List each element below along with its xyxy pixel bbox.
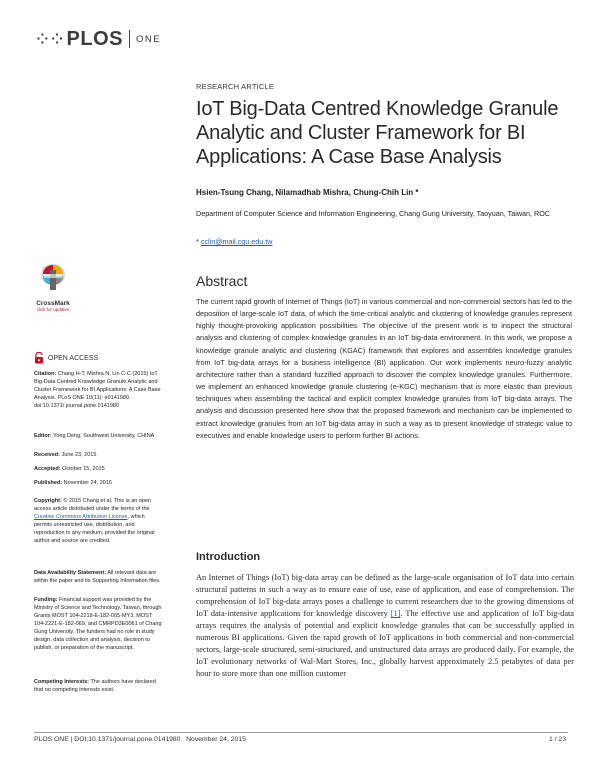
copyright-text: © 2015 Chang et al. This is an open access article distributed under the terms of the bbox=[34, 498, 152, 512]
footer-citation: PLOS ONE | DOI:10.1371/journal.pone.0141980 November 24, 2015 bbox=[34, 736, 246, 743]
correspondence-marker: * bbox=[196, 237, 199, 246]
published-label: Published: bbox=[34, 480, 63, 486]
competing-interests-block bbox=[34, 678, 162, 694]
copyright-text-end: , which permits unrestricted use, distribution, and reproduction in any medium, provided the original author and source are credited. bbox=[34, 514, 155, 544]
introduction-text-start: An Internet of Things (IoT) big-data array can be defined as the large-scale organisation of IoT data into certain structural patterns in such a way as to ensure ease of use, ease of application, and ease of comprehension. The comprehension of IoT big-data arrays poses a challenge to current researchers due to the growing dimensions of IoT data-intensive applications for knowledge discovery bbox=[196, 573, 574, 618]
footer-divider bbox=[34, 732, 568, 733]
logo-divider bbox=[129, 30, 130, 48]
plos-dots-icon: ⁘⁘ bbox=[34, 27, 64, 51]
funding-text: Financial support was provided by the Ministry of Science and Technology, Taiwan, through Grants MOST 104-2218-E-182-005-MY3, MOST 104-2221-E-182-069, and CMRPD3E0061 of Chang Gung University. The funders had no role in study design, data collection and analysis, decision to publish, or preparation of the manuscript. bbox=[34, 597, 162, 651]
brand-name: PLOS bbox=[66, 27, 123, 50]
introduction-text-end: . The effective use and application of IoT big-data arrays requires the analysis of potential and explicit knowledge granules that can be successfully applied in numerous BI applications. Given the rapid growth of IoT applications in both commercial and non-commercial sectors, large-scale structured, semi-structured, and unstructured data arrays are produced daily. For example, the IoT evolutionary networks of Wal-Mart Stores, Inc., globally harvest approximately 2.5 petabytes of data per hour to store more than one million customer bbox=[196, 609, 574, 678]
editor-block bbox=[34, 432, 162, 440]
crossmark-label: CrossMark bbox=[36, 300, 70, 307]
data-availability-block bbox=[34, 569, 162, 585]
competing-interests-label: Competing Interests: bbox=[34, 679, 90, 685]
competing-interests-text: The authors have declared that no competing interests exist. bbox=[34, 679, 156, 693]
page-number: 1 / 23 bbox=[548, 736, 566, 743]
received-date: June 23, 2015 bbox=[60, 452, 97, 458]
received-block bbox=[34, 451, 162, 459]
editor-text: Yong Deng, Southwest University, CHINA bbox=[51, 433, 155, 439]
abstract-heading: Abstract bbox=[196, 273, 248, 289]
citation-block bbox=[34, 370, 162, 410]
article-type: RESEARCH ARTICLE bbox=[196, 82, 275, 91]
open-access bbox=[34, 352, 98, 364]
author-list: Hsien-Tsung Chang, Nilamadhab Mishra, Chung-Chih Lin * bbox=[196, 188, 419, 197]
open-access-label: OPEN ACCESS bbox=[48, 354, 99, 362]
reference-link[interactable]: [1] bbox=[390, 609, 401, 618]
citation-text: Chang H-T, Mishra N, Lin C-C (2015) IoT Big-Data Centred Knowledge Granule Analytic and Cluster Framework for BI Applications: A Case Base Analysis. PLoS ONE 10(11): e0141980. doi:10.1371/ journal.pone.0141980 bbox=[34, 371, 161, 409]
article-title: IoT Big-Data Centred Knowledge Granule Analytic and Cluster Framework for BI Applications: A Case Base Analysis bbox=[196, 98, 559, 168]
copyright-block bbox=[34, 497, 162, 545]
affiliation: Department of Computer Science and Information Engineering, Chang Gung University, Taoyuan, Taiwan, ROC bbox=[196, 209, 550, 218]
open-lock-icon bbox=[34, 352, 44, 364]
correspondence bbox=[196, 237, 272, 246]
journal-name: ONE bbox=[135, 33, 162, 45]
introduction-text bbox=[196, 572, 574, 680]
journal-logo[interactable] bbox=[34, 27, 161, 51]
crossmark-badge[interactable] bbox=[33, 262, 73, 312]
introduction-heading: Introduction bbox=[196, 551, 261, 563]
funding-block bbox=[34, 596, 162, 652]
editor-label: Editor: bbox=[34, 433, 52, 439]
citation-label: Citation: bbox=[34, 371, 57, 377]
abstract-text: The current rapid growth of Internet of Things (IoT) in various commercial and non-commercial sectors has led to the deposition of large-scale IoT data, of which the time-critical analytic and clustering of knowledge granules represent highly thought-provoking application possibilities. The objective of the present work is to inspect the structural analysis and clustering of complex knowledge granules in an IoT big-data environment. In this work, we propose a knowledge granule analytic and clustering (KGAC) framework that explores and assembles knowledge granules from IoT big-data arrays for a business intelligence (BI) application. Our work implements neuro-fuzzy analytic architecture rather than a standard fuzzified approach to discover the complex knowledge granules. Furthermore, we implement an enhanced knowledge granule clustering (e-KGC) mechanism that is more elastic than previous techniques when assembling the tactical and explicit complex knowledge granules from IoT big-data arrays. The analysis and discussion presented here show that the proposed framework and mechanism can be implemented to extract knowledge granules from an IoT big-data array in such a way as to present knowledge of strategic value to executives and enable knowledge users to perform further BI actions. bbox=[196, 297, 572, 440]
crossmark-icon bbox=[38, 262, 68, 294]
crossmark-sublabel: click for updates bbox=[36, 307, 70, 312]
copyright-label: Copyright: bbox=[34, 498, 62, 504]
funding-label: Funding: bbox=[34, 597, 58, 603]
license-link[interactable]: Creative Commons Attribution License bbox=[34, 514, 128, 520]
accepted-date: October 15, 2015 bbox=[60, 466, 105, 472]
email-link[interactable]: cclin@mail.cgu.edu.tw bbox=[200, 237, 273, 246]
accepted-label: Accepted: bbox=[34, 466, 61, 472]
data-availability-text: All relevant data are within the paper and its Supporting Information files. bbox=[34, 570, 161, 584]
received-label: Received: bbox=[34, 452, 60, 458]
data-availability-label: Data Availability Statement: bbox=[34, 570, 107, 576]
published-date: November 24, 2015 bbox=[62, 480, 112, 486]
published-block bbox=[34, 479, 162, 487]
accepted-block bbox=[34, 465, 162, 473]
